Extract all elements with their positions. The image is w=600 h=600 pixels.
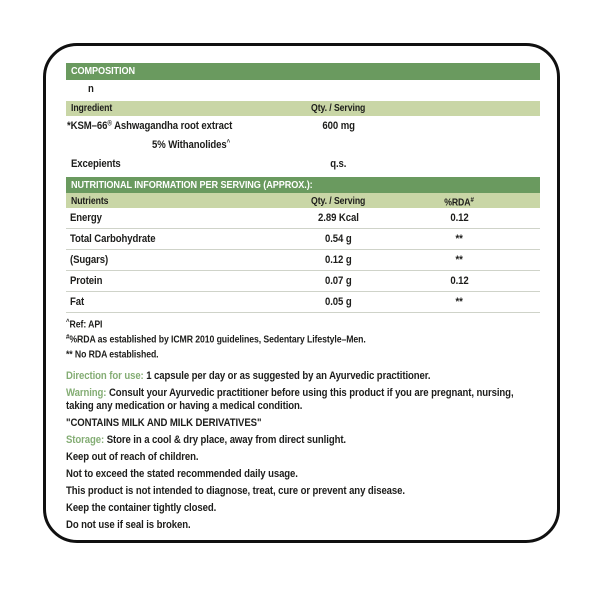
- caution-text: Keep out of reach of children.: [66, 451, 199, 463]
- excepients-name-cell: [66, 158, 270, 170]
- composition-header-qty: Qty. / Serving: [311, 103, 366, 114]
- container-closed-line: [66, 502, 540, 515]
- hash-sup: #: [66, 334, 70, 341]
- composition-header-row: [66, 101, 540, 116]
- nutrient-qty: 0.54 g: [325, 233, 352, 245]
- hash-sup: #: [470, 197, 475, 204]
- footnote-text: ** No RDA established.: [66, 349, 159, 361]
- nutrition-section-title-bar: [66, 177, 540, 193]
- composition-note-text: n: [88, 83, 94, 95]
- direction-for-use-line: [66, 370, 540, 383]
- withanolides-text: 5% Withanolides: [152, 138, 227, 151]
- footnote-ref-api: [66, 317, 540, 332]
- storage-text: Store in a cool & dry place, away from direct sunlight.: [104, 434, 347, 446]
- composition-row-withanolides: [66, 135, 540, 154]
- composition-note: [66, 80, 540, 98]
- caution-text: Do not use if seal is broken.: [66, 519, 191, 531]
- ingredient-name-post: Ashwagandha root extract: [111, 119, 233, 132]
- ingredient-qty-cell: [270, 120, 407, 132]
- nutrient-qty: 0.05 g: [325, 296, 352, 308]
- composition-header-qty-cell: [270, 101, 407, 116]
- ingredient-name: [67, 120, 232, 132]
- not-exceed-line: [66, 468, 540, 481]
- ingredient-sub: [152, 139, 230, 151]
- nutrition-header-qty-cell: [270, 194, 407, 209]
- composition-title: COMPOSITION: [71, 65, 136, 77]
- nutrient-rda: 0.12: [450, 275, 469, 287]
- nutrition-row-fat: [66, 292, 540, 313]
- excepients-qty: q.s.: [330, 157, 347, 170]
- direction-label: Direction for use:: [66, 370, 144, 382]
- label-content: [66, 63, 540, 532]
- warning-line: [66, 387, 540, 413]
- nutrient-rda: 0.12: [450, 212, 469, 224]
- rda-label: %RDA: [444, 197, 471, 209]
- warning-label: Warning:: [66, 387, 107, 399]
- storage-label: Storage:: [66, 434, 105, 446]
- ingredient-sub-cell: [66, 139, 270, 151]
- direction-text: 1 capsule per day or as suggested by an Ayurvedic practitioner.: [143, 370, 431, 382]
- caret-sup: ^: [66, 319, 70, 326]
- ingredient-qty: 600 mg: [322, 119, 355, 132]
- footnote-text: Ref: API: [69, 319, 103, 331]
- nutrient-name: Energy: [70, 212, 102, 224]
- nutrient-rda: **: [455, 254, 464, 266]
- nutrient-rda: **: [455, 233, 464, 245]
- nutrition-header-qty: Qty. / Serving: [311, 196, 366, 208]
- nutrition-row-sugars: [66, 250, 540, 271]
- excepients-name: Excepients: [71, 157, 121, 170]
- nutrient-qty: 2.89 Kcal: [318, 212, 359, 224]
- nutrient-name: Protein: [70, 275, 103, 287]
- composition-header-ingredient: Ingredient: [71, 103, 113, 114]
- nutrition-header-nutrients: Nutrients: [71, 196, 109, 208]
- composition-row-excepients: [66, 154, 540, 173]
- nutrition-row-carbohydrate: [66, 229, 540, 250]
- caution-text: This product is not intended to diagnose, treat, cure or prevent any disease.: [66, 485, 405, 497]
- nutrition-header-row: [66, 193, 540, 208]
- composition-section-title-bar: [66, 63, 540, 80]
- ingredient-name-cell: [66, 120, 270, 132]
- nutrient-name: Total Carbohydrate: [70, 233, 156, 245]
- registered-trademark-sup: ®: [107, 120, 112, 127]
- nutrient-rda: **: [455, 296, 464, 308]
- storage-line: [66, 434, 540, 447]
- caret-sup: ^: [226, 139, 231, 146]
- nutrient-name: Fat: [70, 296, 85, 308]
- nutrition-row-energy: [66, 208, 540, 229]
- footnote-text: %RDA as established by ICMR 2010 guidelines, Sedentary Lifestyle–Men.: [69, 334, 366, 346]
- warning-text: Consult your Ayurvedic practitioner before using this product if you are pregnant, nursing, taking any medication or having a medical condition.: [66, 387, 514, 412]
- nutrient-qty: 0.12 g: [325, 254, 352, 266]
- nutrition-header-rda: [445, 193, 475, 211]
- nutrient-qty: 0.07 g: [325, 275, 352, 287]
- nutrient-name: (Sugars): [70, 254, 109, 266]
- seal-broken-line: [66, 519, 540, 532]
- footnote-no-rda: [66, 347, 540, 362]
- contains-milk-text: "CONTAINS MILK AND MILK DERIVATIVES": [66, 417, 262, 429]
- not-intended-line: [66, 485, 540, 498]
- nutrition-header-rda-cell: [407, 193, 511, 211]
- keep-away-children-line: [66, 451, 540, 464]
- contains-milk-line: [66, 417, 540, 430]
- caution-text: Not to exceed the stated recommended daily usage.: [66, 468, 298, 480]
- nutrition-label-card: [43, 43, 560, 543]
- composition-header-ingredient-cell: [66, 101, 270, 116]
- composition-row-ksm66: [66, 116, 540, 135]
- nutrition-row-protein: [66, 271, 540, 292]
- excepients-qty-cell: [270, 158, 407, 170]
- ingredient-name-pre: *KSM–66: [67, 119, 108, 132]
- nutrition-title: NUTRITIONAL INFORMATION PER SERVING (APPROX.):: [71, 179, 313, 191]
- nutrition-header-nutrients-cell: [66, 194, 270, 209]
- caution-text: Keep the container tightly closed.: [66, 502, 217, 514]
- footnotes: [66, 317, 540, 362]
- footnote-rda-icmr: [66, 332, 540, 347]
